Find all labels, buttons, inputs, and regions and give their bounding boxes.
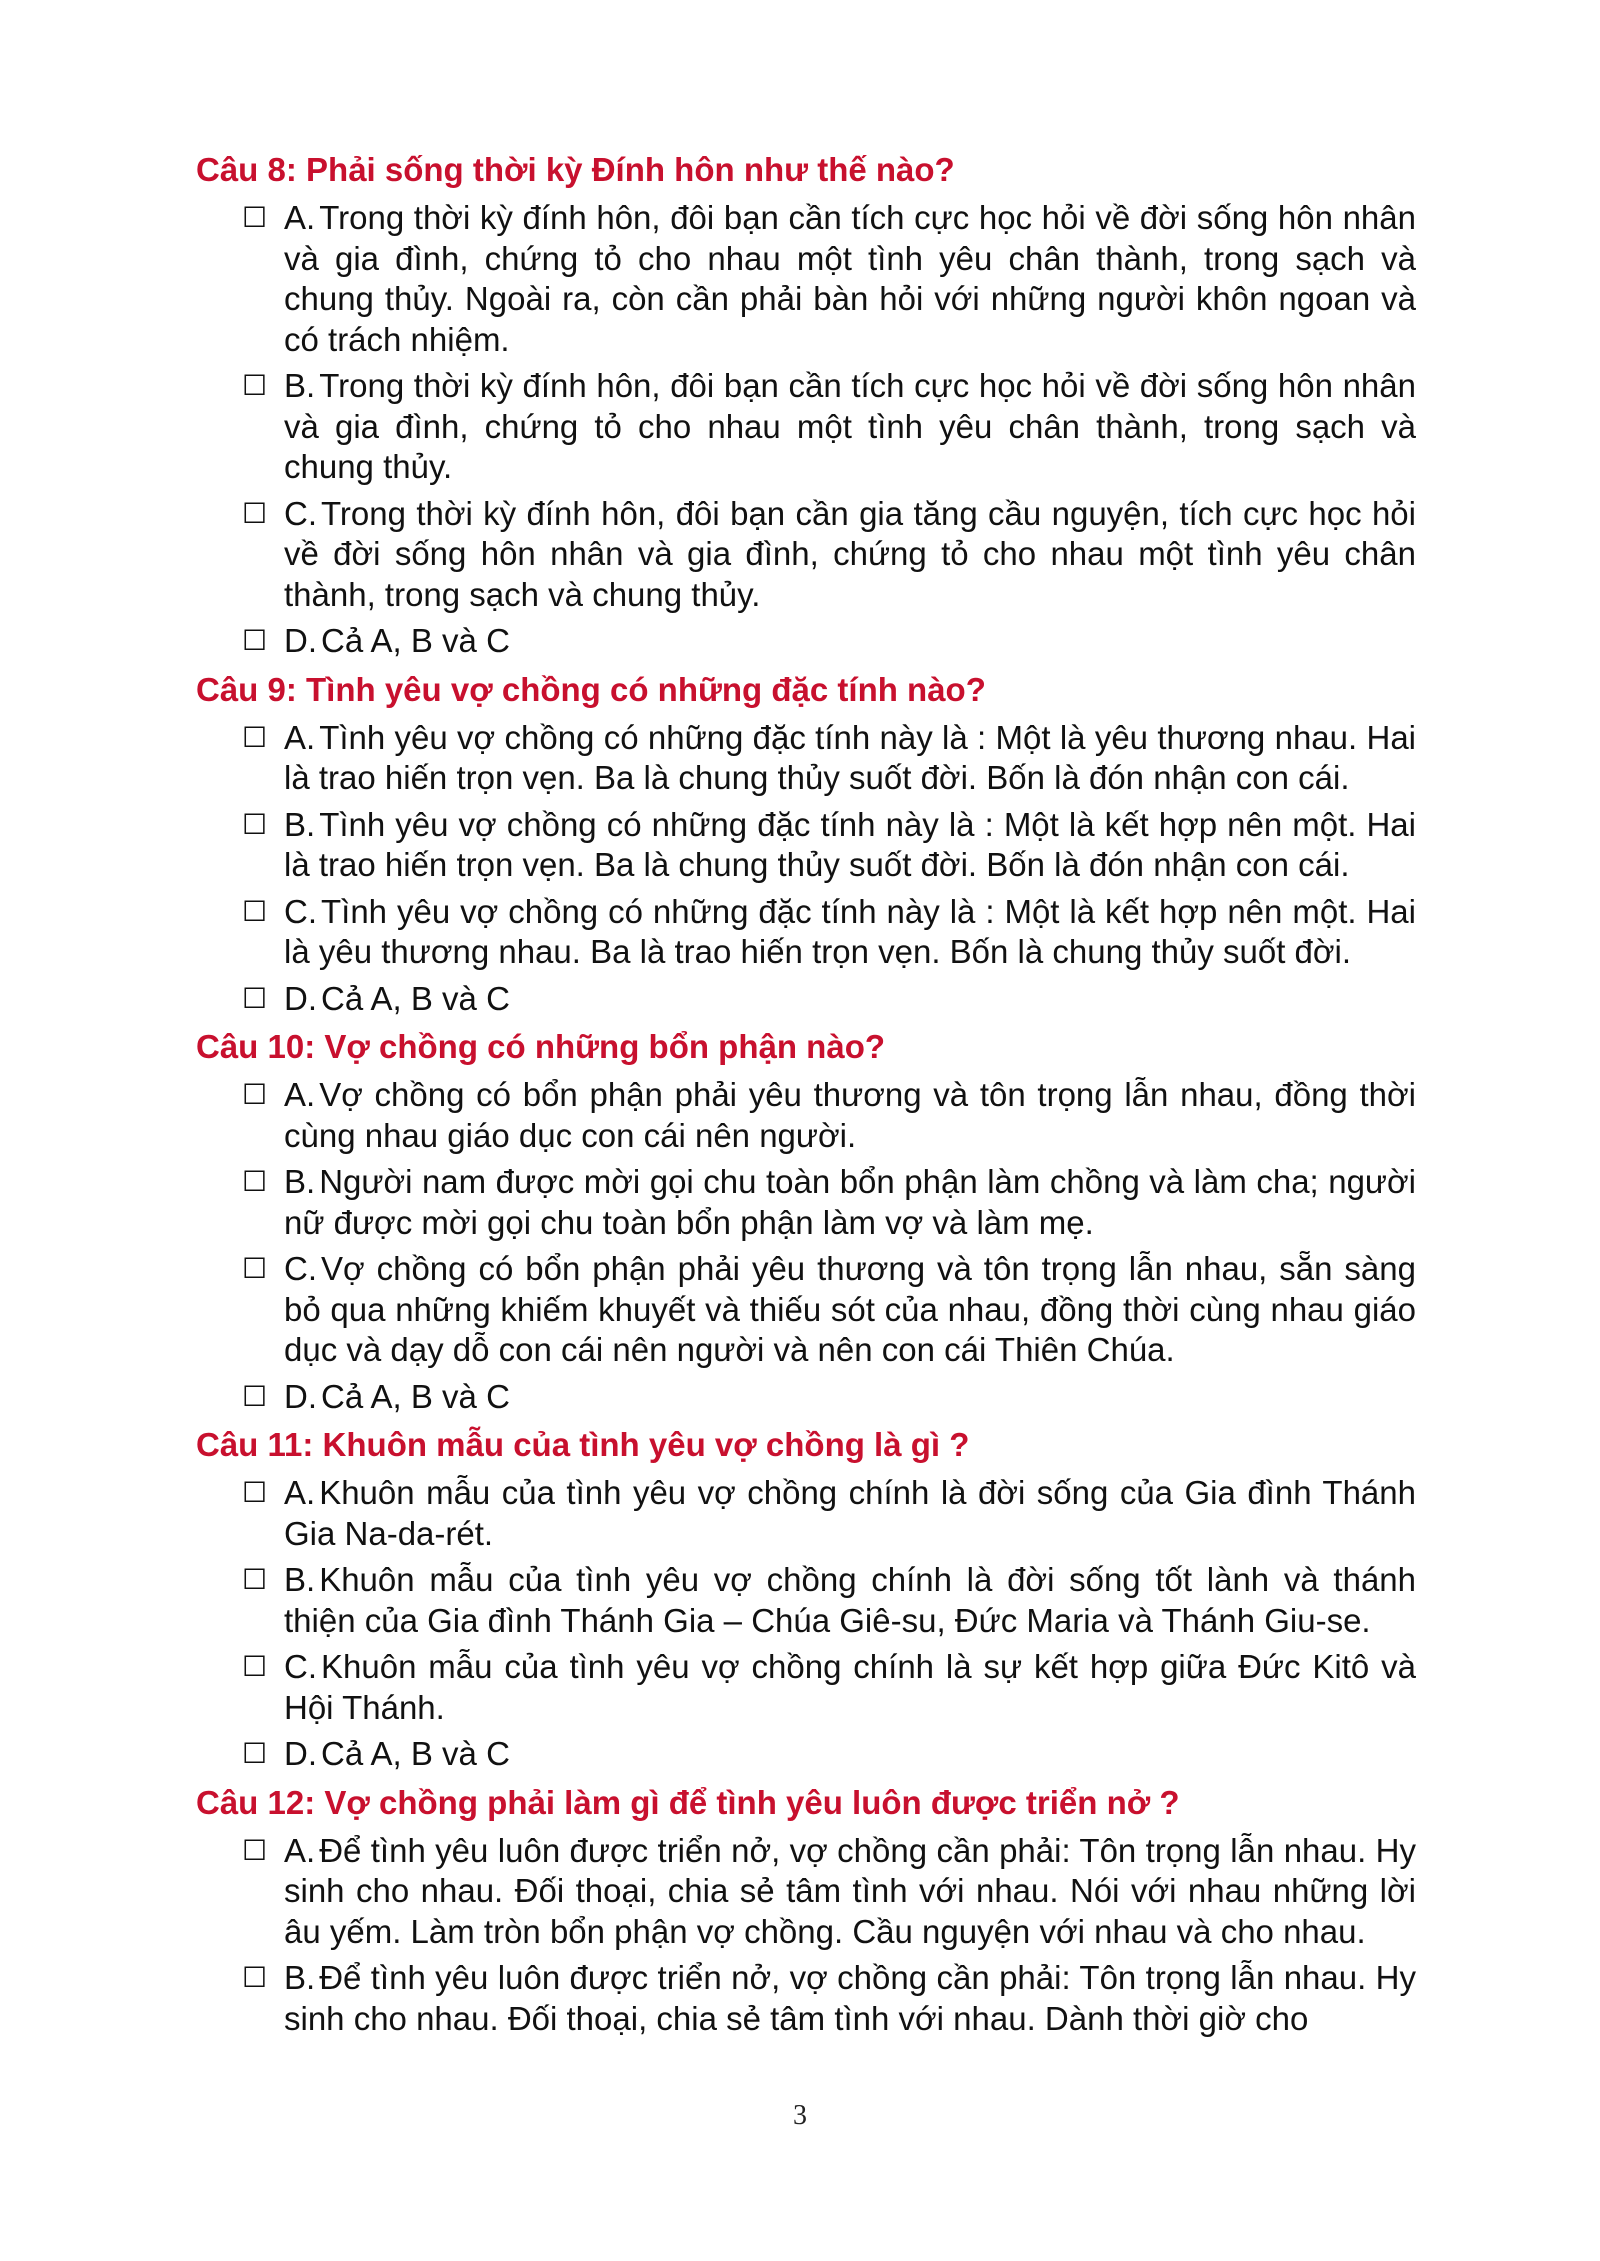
answer-body: Để tình yêu luôn được triển nở, vợ chồng cần phải: Tôn trọng lẫn nhau. Hy sinh cho nhau. Đối thoại, chia sẻ tâm tình với nhau. Dành thời giờ cho — [284, 1959, 1416, 2037]
answer-letter: A. — [284, 199, 316, 236]
answer-body: Cả A, B và C — [321, 622, 510, 659]
checkbox-icon[interactable]: ☐ — [242, 720, 268, 754]
answer-body: Vợ chồng có bổn phận phải yêu thương và tôn trọng lẫn nhau, sẵn sàng bỏ qua những khiếm khuyết và thiếu sót của nhau, đồng thời cùng nhau giáo dục và dạy dỗ con cái nên người và nên con cái Thiên Chúa. — [284, 1250, 1416, 1368]
checkbox-icon[interactable]: ☐ — [242, 201, 268, 234]
question-block — [196, 1025, 1416, 1417]
answer-text — [284, 198, 1416, 360]
answer-letter: D. — [284, 622, 317, 659]
checkbox-icon[interactable]: ☐ — [242, 1961, 268, 1994]
answer-body: Để tình yêu luôn được triển nở, vợ chồng cần phải: Tôn trọng lẫn nhau. Hy sinh cho nhau. Đối thoại, chia sẻ tâm tình với nhau. Nói với nhau những lời âu yếm. Làm tròn bổn phận vợ chồng. Cầu nguyện với nhau và cho nhau. — [284, 1831, 1416, 1950]
checkbox-icon[interactable]: ☐ — [242, 1252, 268, 1285]
answer-letter: D. — [284, 1735, 317, 1772]
answer-body: Tình yêu vợ chồng có những đặc tính này là : Một là yêu thương nhau. Hai là trao hiến trọn vẹn. Ba là chung thủy suốt đời. Bốn là đón nhận con cái. — [284, 718, 1416, 796]
question-title: Câu 11: Khuôn mẫu của tình yêu vợ chồng là gì ? — [196, 1426, 970, 1463]
answer-text — [284, 1249, 1416, 1371]
checkbox-icon[interactable]: ☐ — [242, 624, 268, 657]
answer-option[interactable] — [242, 1958, 1416, 2039]
answer-letter: C. — [284, 1250, 317, 1287]
answer-letter: A. — [284, 1474, 316, 1511]
answer-letter: B. — [284, 1163, 316, 1200]
checkbox-icon[interactable]: ☐ — [242, 807, 268, 841]
checkbox-icon[interactable]: ☐ — [242, 1563, 268, 1596]
checkbox-icon[interactable]: ☐ — [242, 1476, 268, 1509]
answer-text — [284, 494, 1416, 616]
answer-body: Khuôn mẫu của tình yêu vợ chồng chính là đời sống của Gia đình Thánh Gia Na-da-rét. — [284, 1474, 1416, 1552]
answer-letter: B. — [284, 1561, 316, 1598]
checkbox-icon[interactable]: ☐ — [242, 894, 268, 928]
question-title: Câu 8: Phải sống thời kỳ Đính hôn như thế nào? — [196, 151, 955, 188]
answer-option[interactable] — [242, 1734, 1416, 1775]
answer-option[interactable] — [242, 366, 1416, 488]
answer-option[interactable] — [242, 805, 1416, 886]
page-number: 3 — [793, 2100, 807, 2131]
checkbox-icon[interactable]: ☐ — [242, 981, 268, 1015]
question-block — [196, 668, 1416, 1020]
answer-option[interactable] — [242, 1075, 1416, 1156]
answer-text — [284, 718, 1416, 799]
answer-text — [284, 979, 1416, 1020]
checkbox-icon[interactable]: ☐ — [242, 369, 268, 402]
answer-letter: C. — [284, 892, 317, 930]
answer-text — [284, 1473, 1416, 1554]
question-title: Câu 9: Tình yêu vợ chồng có những đặc tính nào? — [196, 670, 986, 708]
answer-option[interactable] — [242, 1249, 1416, 1371]
answer-letter: A. — [284, 1076, 316, 1113]
answer-letter: C. — [284, 494, 317, 532]
checkbox-icon[interactable]: ☐ — [242, 1078, 268, 1111]
answer-option[interactable] — [242, 892, 1416, 973]
answer-body: Trong thời kỳ đính hôn, đôi bạn cần gia tăng cầu nguyện, tích cực học hỏi về đời sống hôn nhân và gia đình, chứng tỏ cho nhau một tình yêu chân thành, trong sạch và chung thủy. — [284, 494, 1416, 613]
question-block — [196, 1781, 1416, 2040]
answer-text — [284, 1958, 1416, 2039]
answer-option[interactable] — [242, 494, 1416, 616]
answer-option[interactable] — [242, 1560, 1416, 1641]
answer-text — [284, 892, 1416, 973]
answer-letter: C. — [284, 1648, 317, 1685]
answer-body: Vợ chồng có bổn phận phải yêu thương và tôn trọng lẫn nhau, đồng thời cùng nhau giáo dục con cái nên người. — [284, 1076, 1416, 1154]
checkbox-icon[interactable]: ☐ — [242, 1833, 268, 1867]
question-title: Câu 12: Vợ chồng phải làm gì để tình yêu luôn được triển nở ? — [196, 1783, 1180, 1821]
answer-text — [284, 1647, 1416, 1728]
answer-option[interactable] — [242, 1831, 1416, 1953]
question-block — [196, 1423, 1416, 1775]
answer-text — [284, 1560, 1416, 1641]
answer-letter: D. — [284, 979, 317, 1017]
answer-letter: B. — [284, 1959, 316, 1996]
answer-body: Trong thời kỳ đính hôn, đôi bạn cần tích cực học hỏi về đời sống hôn nhân và gia đình, chứng tỏ cho nhau một tình yêu chân thành, trong sạch và chung thủy. — [284, 367, 1416, 485]
answer-text — [284, 1162, 1416, 1243]
answer-body: Người nam được mời gọi chu toàn bổn phận làm chồng và làm cha; người nữ được mời gọi chu toàn bổn phận làm vợ và làm mẹ. — [284, 1163, 1416, 1241]
quiz-content — [196, 148, 1416, 2045]
answer-letter: B. — [284, 805, 316, 843]
answer-letter: D. — [284, 1377, 317, 1415]
checkbox-icon[interactable]: ☐ — [242, 1737, 268, 1770]
answer-option[interactable] — [242, 718, 1416, 799]
checkbox-icon[interactable]: ☐ — [242, 1650, 268, 1683]
answer-option[interactable] — [242, 198, 1416, 360]
answer-body: Tình yêu vợ chồng có những đặc tính này là : Một là kết hợp nên một. Hai là trao hiến trọn vẹn. Ba là chung thủy suốt đời. Bốn là đón nhận con cái. — [284, 805, 1416, 883]
checkbox-icon[interactable]: ☐ — [242, 1379, 268, 1413]
answer-option[interactable] — [242, 621, 1416, 662]
answer-text — [284, 1377, 1416, 1418]
answer-option[interactable] — [242, 979, 1416, 1020]
answer-text — [284, 1734, 1416, 1775]
answer-body: Cả A, B và C — [321, 1735, 510, 1772]
answer-body: Cả A, B và C — [321, 979, 510, 1017]
question-block — [196, 148, 1416, 662]
answer-letter: A. — [284, 1831, 316, 1869]
answer-body: Trong thời kỳ đính hôn, đôi bạn cần tích cực học hỏi về đời sống hôn nhân và gia đình, chứng tỏ cho nhau một tình yêu chân thành, trong sạch và chung thủy. Ngoài ra, còn cần phải bàn hỏi với những người khôn ngoan và có trách nhiệm. — [284, 199, 1416, 358]
answer-text — [284, 366, 1416, 488]
checkbox-icon[interactable]: ☐ — [242, 1165, 268, 1198]
question-title: Câu 10: Vợ chồng có những bổn phận nào? — [196, 1028, 886, 1065]
answer-letter: B. — [284, 367, 316, 404]
answer-option[interactable] — [242, 1647, 1416, 1728]
answer-body: Cả A, B và C — [321, 1377, 510, 1415]
answer-text — [284, 1831, 1416, 1953]
answer-body: Khuôn mẫu của tình yêu vợ chồng chính là sự kết hợp giữa Đức Kitô và Hội Thánh. — [284, 1648, 1416, 1726]
checkbox-icon[interactable]: ☐ — [242, 496, 268, 530]
answer-letter: A. — [284, 718, 316, 756]
answer-text — [284, 1075, 1416, 1156]
answer-body: Tình yêu vợ chồng có những đặc tính này là : Một là kết hợp nên một. Hai là yêu thương nhau. Ba là trao hiến trọn vẹn. Bốn là chung thủy suốt đời. — [284, 892, 1416, 970]
answer-body: Khuôn mẫu của tình yêu vợ chồng chính là đời sống tốt lành và thánh thiện của Gia đình Thánh Gia – Chúa Giê-su, Đức Maria và Thánh Giu-se. — [284, 1561, 1416, 1639]
answer-text — [284, 621, 1416, 662]
answer-option[interactable] — [242, 1473, 1416, 1554]
answer-option[interactable] — [242, 1162, 1416, 1243]
answer-option[interactable] — [242, 1377, 1416, 1418]
answer-text — [284, 805, 1416, 886]
